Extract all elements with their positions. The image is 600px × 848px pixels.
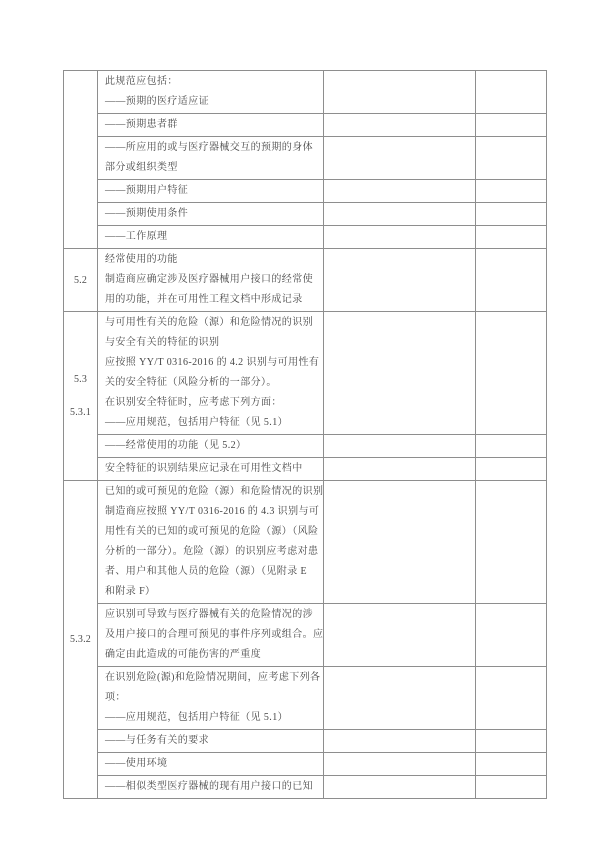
section-rows xyxy=(98,312,546,480)
requirement-text: 制造商应按照 YY/T 0316-2016 的 4.3 识别与可 xyxy=(105,506,320,517)
clause-number-cell xyxy=(64,249,98,311)
requirement-text: 与安全有关的特征的识别 xyxy=(105,337,220,348)
empty-cell xyxy=(476,667,546,729)
requirement-cell xyxy=(98,481,324,603)
empty-cell xyxy=(476,180,546,202)
requirement-text: 制造商应确定涉及医疗器械用户接口的经常使 xyxy=(105,274,313,285)
empty-cell xyxy=(476,435,546,457)
requirement-text: 用性有关的已知的或可预见的危险（源）（风险 xyxy=(105,526,319,537)
empty-cell xyxy=(324,114,476,136)
requirement-cell xyxy=(98,435,324,457)
requirement-cell xyxy=(98,71,324,113)
requirement-text: 者、用户和其他人员的危险（源）（见附录 E xyxy=(105,566,308,577)
requirement-text: 安全特征的识别结果应记录在可用性文档中 xyxy=(105,463,303,474)
empty-cell xyxy=(476,71,546,113)
table-row xyxy=(98,71,546,113)
requirement-cell xyxy=(98,667,324,729)
table-row xyxy=(98,202,546,225)
requirement-cell xyxy=(98,753,324,775)
empty-cell xyxy=(476,249,546,311)
requirement-cell xyxy=(98,312,324,434)
empty-cell xyxy=(324,203,476,225)
empty-cell xyxy=(476,114,546,136)
clause-number-cell xyxy=(64,481,98,798)
empty-cell xyxy=(476,730,546,752)
table-row xyxy=(98,136,546,179)
requirement-text: ——预期的医疗适应证 xyxy=(105,96,209,107)
empty-cell xyxy=(324,226,476,248)
clause-number-cell xyxy=(64,312,98,480)
requirement-cell xyxy=(98,249,324,311)
table-row xyxy=(98,603,546,666)
empty-cell xyxy=(476,226,546,248)
requirement-text: 在识别危险(源)和危险情况期间，应考虑下列各 xyxy=(105,672,321,683)
requirement-text: 项： xyxy=(105,692,126,703)
requirement-text: 分析的一部分）。危险（源）的识别应考虑对患 xyxy=(105,546,319,557)
requirement-text: ——所应用的或与医疗器械交互的预期的身体 xyxy=(105,142,313,153)
table-row xyxy=(98,113,546,136)
empty-cell xyxy=(324,458,476,480)
empty-cell xyxy=(476,312,546,434)
requirement-cell xyxy=(98,604,324,666)
table-row xyxy=(98,481,546,603)
empty-cell xyxy=(476,458,546,480)
requirement-text: ——应用规范，包括用户特征（见 5.1） xyxy=(105,417,288,428)
empty-cell xyxy=(324,667,476,729)
clause-number: 5.3.2 xyxy=(70,634,91,645)
requirement-text: ——应用规范，包括用户特征（见 5.1） xyxy=(105,712,288,723)
requirement-text: ——预期使用条件 xyxy=(105,208,189,219)
empty-cell xyxy=(324,180,476,202)
empty-cell xyxy=(476,776,546,798)
requirements-table xyxy=(63,70,547,799)
clause-number: 5.3 xyxy=(73,374,88,385)
requirement-text: 已知的或可预见的危险（源）和危险情况的识别 xyxy=(105,486,324,497)
requirement-text: 和附录 F） xyxy=(105,586,156,597)
table-row xyxy=(98,225,546,248)
table-row xyxy=(98,179,546,202)
table-row xyxy=(98,249,546,311)
empty-cell xyxy=(476,203,546,225)
empty-cell xyxy=(324,730,476,752)
empty-cell xyxy=(476,481,546,603)
requirement-text: 部分或组织类型 xyxy=(105,162,178,173)
requirement-cell xyxy=(98,203,324,225)
table-row xyxy=(98,434,546,457)
requirement-text: 与可用性有关的危险（源）和危险情况的识别 xyxy=(105,317,313,328)
requirement-text: ——工作原理 xyxy=(105,231,168,242)
requirement-cell xyxy=(98,776,324,798)
requirement-text: ——预期用户特征 xyxy=(105,185,189,196)
table-row xyxy=(98,729,546,752)
requirement-cell xyxy=(98,730,324,752)
requirement-text: 确定由此造成的可能伤害的严重度 xyxy=(105,649,261,660)
table-section-5-2 xyxy=(64,248,546,311)
empty-cell xyxy=(324,435,476,457)
clause-number-cell xyxy=(64,71,98,248)
requirement-text: ——使用环境 xyxy=(105,758,168,769)
clause-number: 5.3.1 xyxy=(70,407,91,418)
requirement-cell xyxy=(98,226,324,248)
table-row xyxy=(98,752,546,775)
requirement-text: 用的功能，并在可用性工程文档中形成记录 xyxy=(105,294,303,305)
empty-cell xyxy=(324,137,476,179)
requirement-text: 及用户接口的合理可预见的事件序列或组合。应 xyxy=(105,629,324,640)
empty-cell xyxy=(476,753,546,775)
empty-cell xyxy=(476,604,546,666)
table-row xyxy=(98,312,546,434)
requirement-text: ——相似类型医疗器械的现有用户接口的已知 xyxy=(105,781,313,792)
requirement-cell xyxy=(98,114,324,136)
section-rows xyxy=(98,481,546,798)
requirement-text: 关的安全特征（风险分析的一部分）。 xyxy=(105,377,277,388)
requirement-text: ——与任务有关的要求 xyxy=(105,735,209,746)
requirement-text: 应按照 YY/T 0316-2016 的 4.2 识别与可用性有 xyxy=(105,357,320,368)
empty-cell xyxy=(476,137,546,179)
requirement-cell xyxy=(98,458,324,480)
requirement-text: 应识别可导致与医疗器械有关的危险情况的涉 xyxy=(105,609,313,620)
table-section-5-1 xyxy=(64,71,546,248)
requirement-cell xyxy=(98,180,324,202)
empty-cell xyxy=(324,71,476,113)
table-section-5-3-1 xyxy=(64,311,546,480)
table-row xyxy=(98,666,546,729)
empty-cell xyxy=(324,776,476,798)
empty-cell xyxy=(324,604,476,666)
empty-cell xyxy=(324,481,476,603)
requirement-text: 经常使用的功能 xyxy=(105,254,178,265)
table-row xyxy=(98,457,546,480)
empty-cell xyxy=(324,753,476,775)
empty-cell xyxy=(324,249,476,311)
empty-cell xyxy=(324,312,476,434)
requirement-text: 在识别安全特征时，应考虑下列方面： xyxy=(105,397,282,408)
section-rows xyxy=(98,71,546,248)
requirement-text: 此规范应包括： xyxy=(105,76,178,87)
requirement-text: ——预期患者群 xyxy=(105,119,178,130)
clause-number: 5.2 xyxy=(73,274,88,286)
section-rows xyxy=(98,249,546,311)
table-section-5-3-2 xyxy=(64,480,546,798)
table-row xyxy=(98,775,546,798)
requirement-cell xyxy=(98,137,324,179)
requirement-text: ——经常使用的功能（见 5.2） xyxy=(105,440,247,451)
